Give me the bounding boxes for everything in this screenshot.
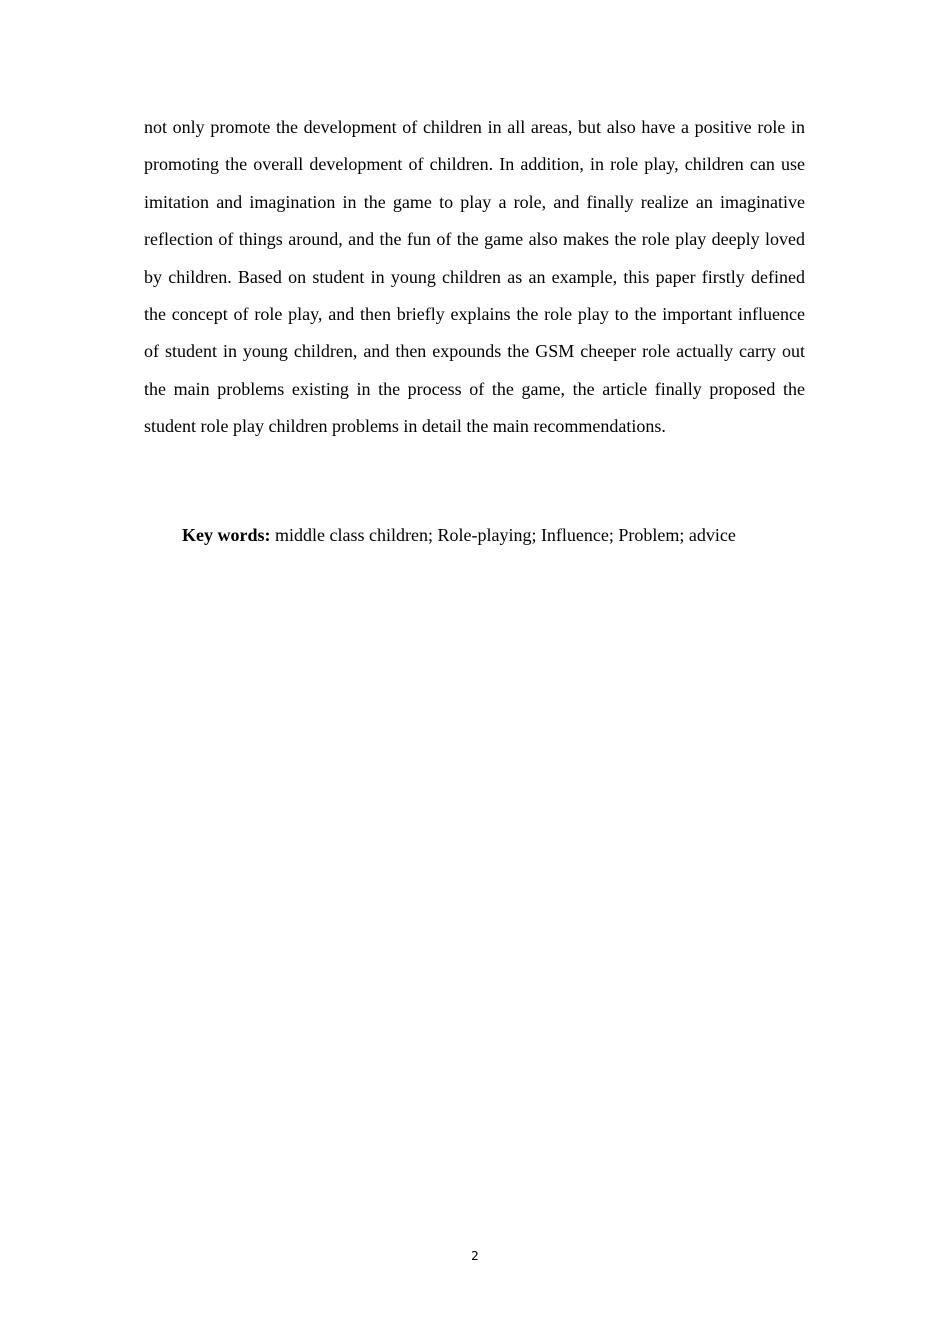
keywords-line (182, 520, 842, 550)
page-number: 2 (471, 1249, 479, 1263)
keywords-label: Key words: (182, 525, 271, 545)
keywords-value: middle class children; Role-playing; Influence; Problem; advice (275, 525, 736, 545)
abstract-paragraph: not only promote the development of children in all areas, but also have a positive role in promoting the overall development of children. In addition, in role play, children can use imitation and imagination in the game to play a role, and finally realize an imaginative reflection of things around, and the fun of the game also makes the role play deeply loved by children. Based on student in young children as an example, this paper firstly defined the concept of role play, and then briefly explains the role play to the important influence of student in young children, and then expounds the GSM cheeper role actually carry out the main problems existing in the process of the game, the article finally proposed the student role play children problems in detail the main recommendations. (144, 117, 805, 437)
